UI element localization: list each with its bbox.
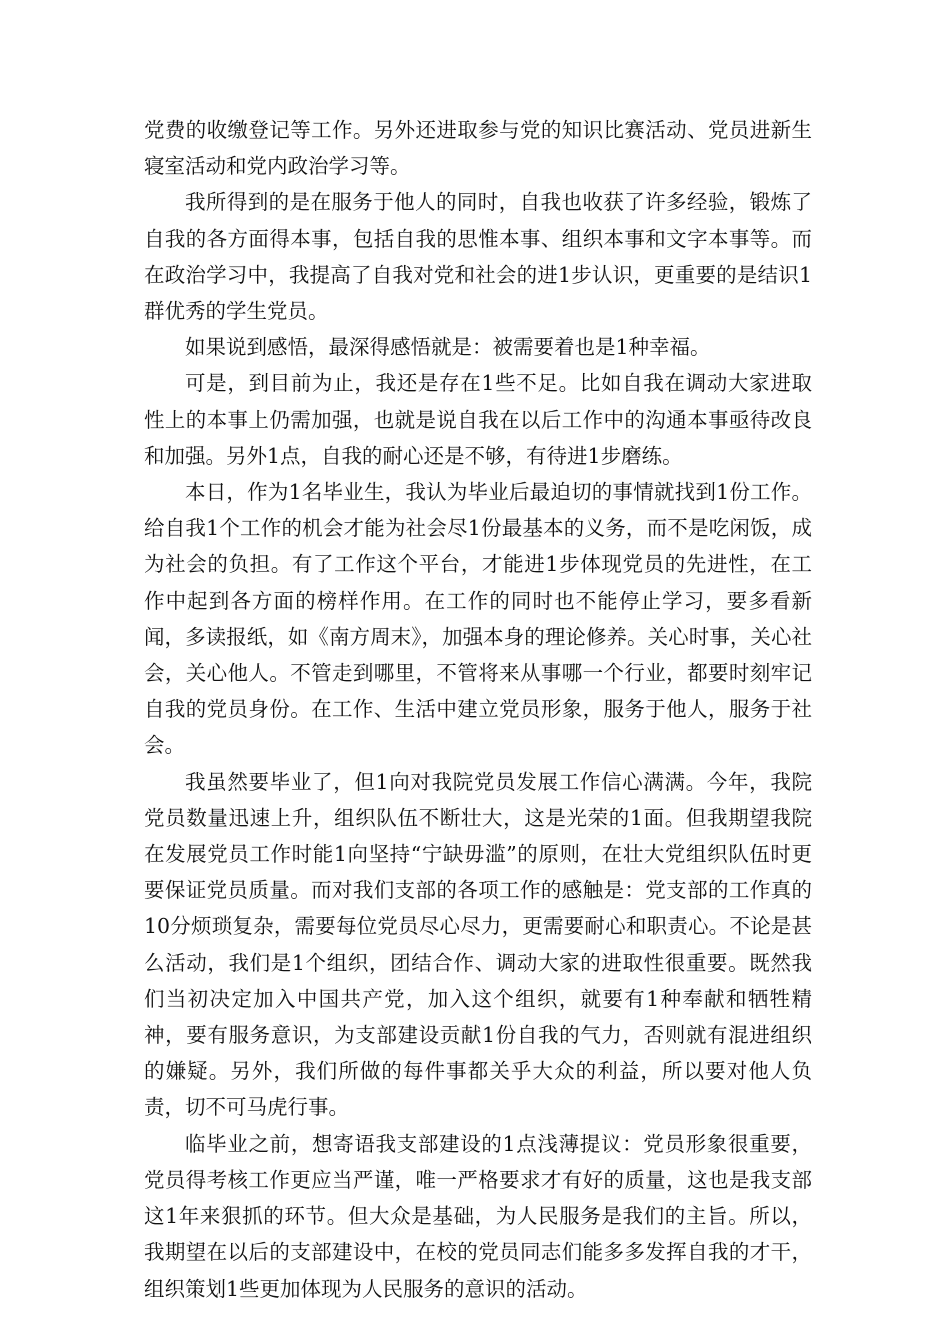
paragraph-5: 本日，作为1名毕业生，我认为毕业后最迫切的事情就找到1份工作。给自我1个工作的机会才能为社会尽1份最基本的义务，而不是吃闲饭，成为社会的负担。有了工作这个平台，才能进1步体现党员的先进性，在工作中起到各方面的榜样作用。在工作的同时也不能停止学习，要多看新闻，多读报纸，如《南方周末》，加强本身的理论修养。关心时事，关心社会，关心他人。不管走到哪里，不管将来从事哪一个行业，都要时刻牢记自我的党员身份。在工作、生活中建立党员形象，服务于他人，服务于社会。 bbox=[144, 480, 812, 758]
document-body bbox=[144, 112, 812, 1307]
paragraph-6: 我虽然要毕业了，但1向对我院党员发展工作信心满满。今年，我院党员数量迅速上升，组织队伍不断壮大，这是光荣的1面。但我期望我院在发展党员工作时能1向坚持“宁缺毋滥”的原则，在壮大党组织队伍时更要保证党员质量。而对我们支部的各项工作的感触是：党支部的工作真的10分烦琐复杂，需要每位党员尽心尽力，更需要耐心和职责心。不论是甚么活动，我们是1个组织，团结合作、调动大家的进取性很重要。既然我们当初决定加入中国共产党，加入这个组织，就要有1种奉献和牺牲精神，要有服务意识，为支部建设贡献1份自我的气力，否则就有混进组织的嫌疑。另外，我们所做的每件事都关乎大众的利益，所以要对他人负责，切不可马虎行事。 bbox=[144, 769, 812, 1120]
paragraph-4: 可是，到目前为止，我还是存在1些不足。比如自我在调动大家进取性上的本事上仍需加强，也就是说自我在以后工作中的沟通本事亟待改良和加强。另外1点，自我的耐心还是不够，有待进1步磨练。 bbox=[144, 371, 812, 468]
paragraph-7: 临毕业之前，想寄语我支部建设的1点浅薄提议：党员形象很重要，党员得考核工作更应当严谨，唯一严格要求才有好的质量，这也是我支部这1年来狠抓的环节。但大众是基础，为人民服务是我们的主旨。所以，我期望在以后的支部建设中，在校的党员同志们能多多发挥自我的才干，组织策划1些更加体现为人民服务的意识的活动。 bbox=[144, 1131, 812, 1301]
paragraph-1: 党费的收缴登记等工作。另外还进取参与党的知识比赛活动、党员进新生寝室活动和党内政治学习等。 bbox=[144, 118, 812, 179]
paragraph-2: 我所得到的是在服务于他人的同时，自我也收获了许多经验，锻炼了自我的各方面得本事，包括自我的思惟本事、组织本事和文字本事等。而在政治学习中，我提高了自我对党和社会的进1步认识，更重要的是结识1群优秀的学生党员。 bbox=[144, 190, 812, 324]
paragraph-3: 如果说到感悟，最深得感悟就是：被需要着也是1种幸福。 bbox=[185, 335, 711, 360]
